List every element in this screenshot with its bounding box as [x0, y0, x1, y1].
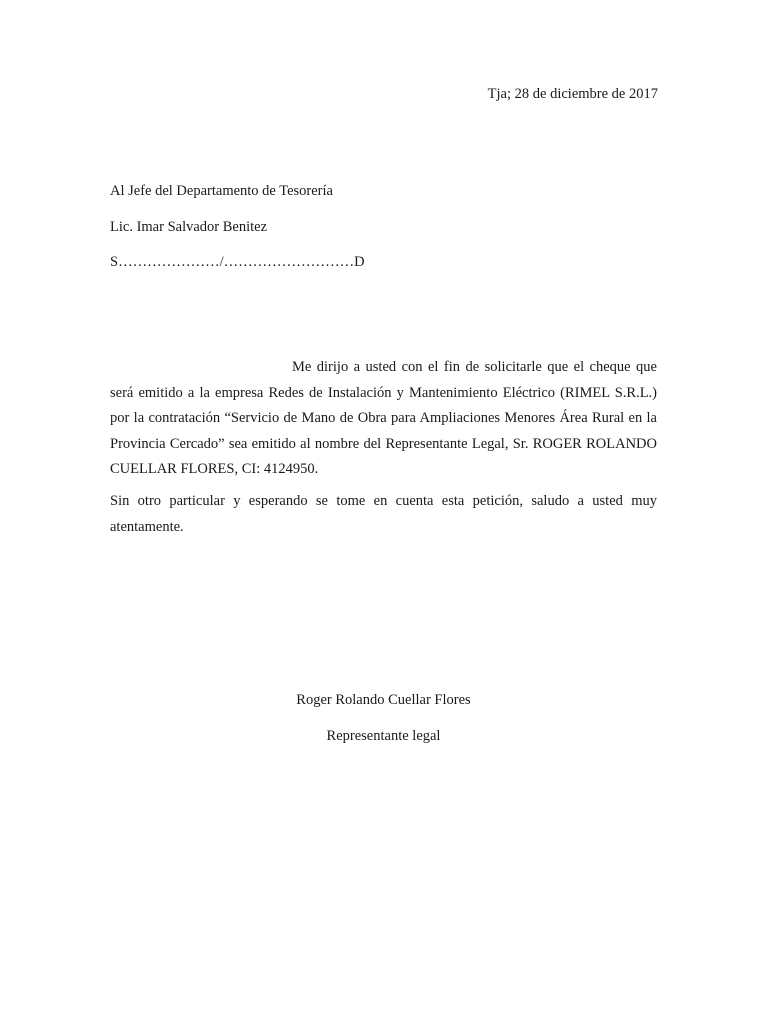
addressee-salutation: S…………………/………………………D — [110, 254, 365, 270]
signature-title: Representante legal — [326, 728, 441, 744]
body-paragraph-request: Me dirijo a usted con el fin de solicitarle que el cheque que será emitido a la empresa Redes de Instalación y Mantenimiento Eléctrico (RIMEL S.R.L.) por la contratación “Servicio de Mano de Obra para Ampliaciones Menores Área Rural en la Provincia Cercado” sea emitido al nombre del Representante Legal, Sr. ROGER ROLANDO CUELLAR FLORES, CI: 4124950. — [110, 359, 657, 477]
letter-date: Tja; 28 de diciembre de 2017 — [487, 86, 658, 102]
addressee-name: Lic. Imar Salvador Benitez — [110, 219, 268, 235]
body-paragraph-closing: Sin otro particular y esperando se tome en cuenta esta petición, saludo a usted muy atentamente. — [110, 493, 657, 535]
signature-name: Roger Rolando Cuellar Flores — [296, 692, 471, 708]
addressee-department: Al Jefe del Departamento de Tesorería — [110, 183, 333, 199]
